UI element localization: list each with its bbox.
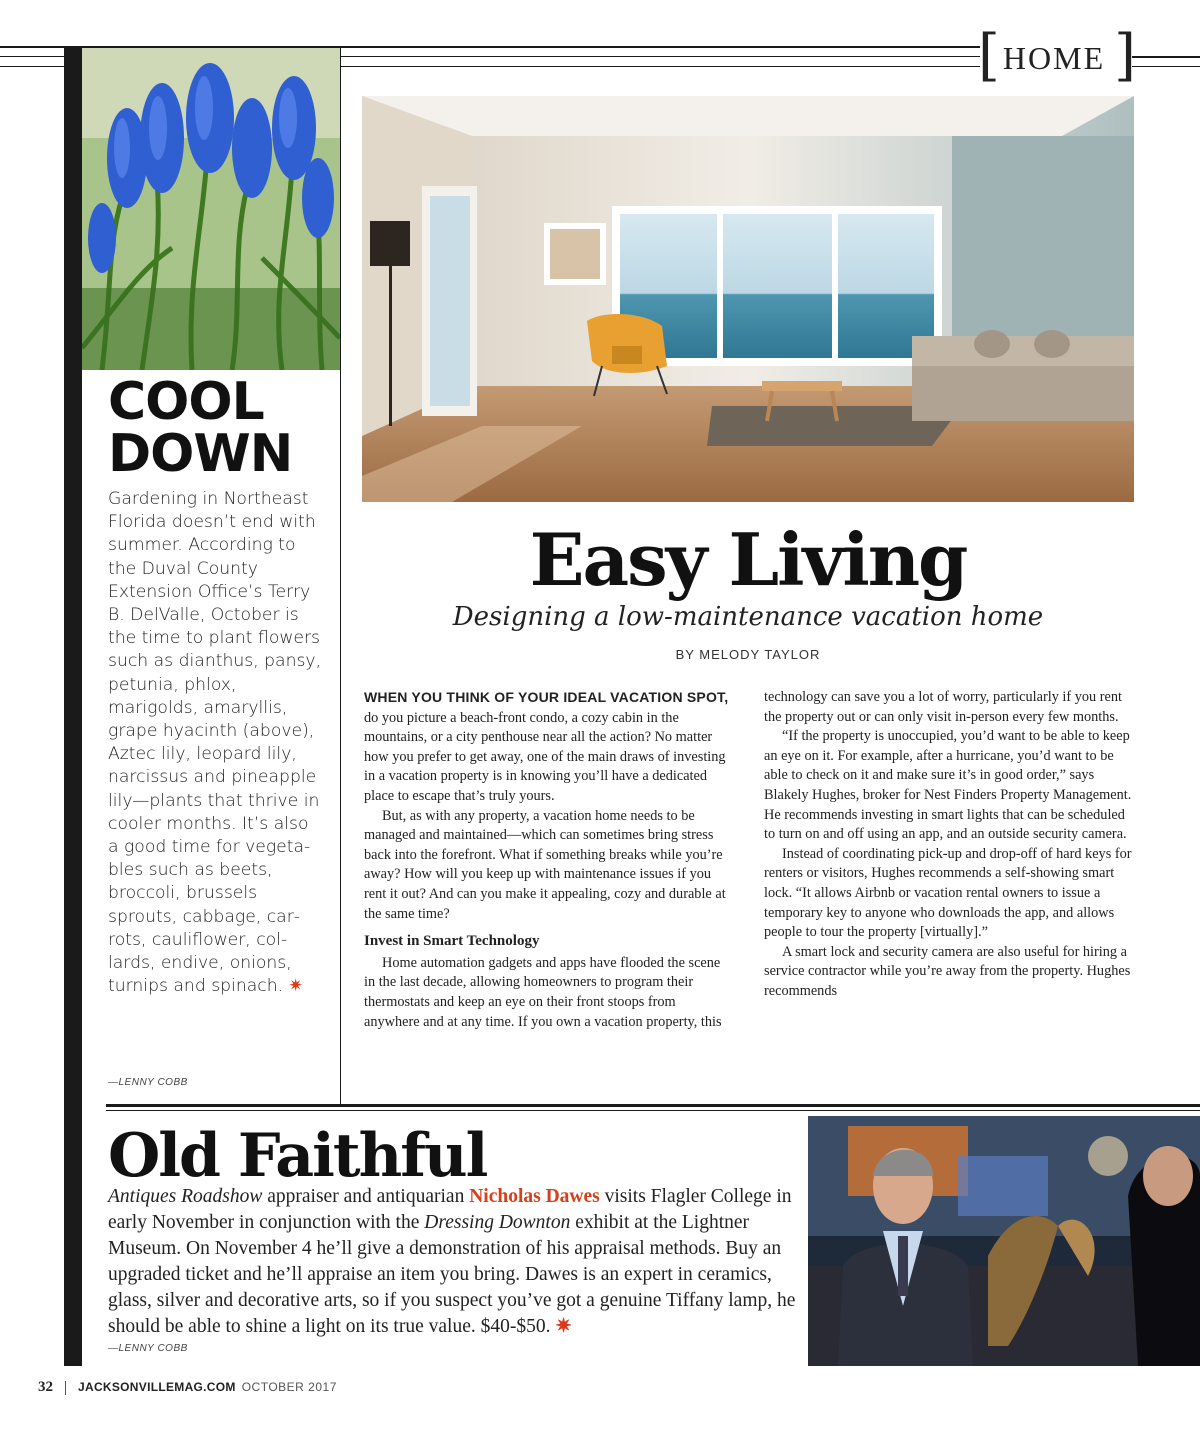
living-room-photo <box>362 96 1134 502</box>
article-title: Easy Living <box>529 517 967 602</box>
lead-in: WHEN YOU THINK OF YOUR IDEAL VACATION SPOT, <box>364 689 729 705</box>
sidebar-credit: —LENNY COBB <box>108 1077 188 1088</box>
exhibit-name: Dressing Downton <box>424 1212 571 1233</box>
cool-down-title <box>108 372 338 484</box>
article-paragraph-1 <box>364 688 732 807</box>
article-byline: BY MELODY TAYLOR <box>675 647 821 662</box>
end-mark-icon: ✷ <box>288 976 303 997</box>
footer-site: JACKSONVILLEMAG.COM <box>78 1380 236 1394</box>
feature-credit: —LENNY COBB <box>108 1343 188 1354</box>
grape-hyacinth-photo <box>82 48 340 370</box>
article-paragraph-7: A smart lock and security camera are also useful for hiring a service contractor while you’re away from the property. Hughes recommends <box>764 943 1131 999</box>
section-divider-thin <box>106 1110 1200 1111</box>
article-paragraph-2: But, as with any property, a vacation home needs to be managed and maintained—which can sometimes bring stress back into the forefront. What if something breaks while you’re away? How will you keep up with maintenance issues if you rent it out? And can you make it appealing, cozy and durable at the same time? <box>364 807 726 922</box>
article-paragraph-6: Instead of coordinating pick-up and drop-off of hard keys for renters or visitors, Hughes recommends a self-showing smart lock. “It allows Airbnb or vacation rental owners to issue a temporary key to anyone who downloads the app, and allows people to tour the property [virtually].” <box>764 845 1132 941</box>
cool-down-body <box>108 488 323 998</box>
cool-down-title-line1: COOL <box>108 372 264 432</box>
column-divider <box>340 48 341 1105</box>
article-subhead: Invest in Smart Technology <box>364 933 540 950</box>
article-paragraph-3: Home automation gadgets and apps have flooded the scene in the last decade, allowing homeowners to program their thermostats and keep an eye on their front stoops from anywhere and at any time. If you own a vacation property, this <box>364 954 722 1030</box>
article-column-left <box>364 688 732 1032</box>
feature-text-3: exhibit at the Lightner Museum. On November 4 he’ll give a demonstration of his appraisal methods. Buy an upgraded ticket and he’ll appraise an item you bring. Dawes is an expert in ceramics, glass, silver and decorative arts, so if you suspect you’ve got a genuine Tiffany lamp, he should be able to shine a light on its true value. $40-$50. <box>108 1212 796 1337</box>
cool-down-title-line2: DOWN <box>108 424 293 484</box>
article-paragraph-5: “If the property is unoccupied, you’d want to be able to keep an eye on it. For example, after a hurricane, you’d want to be able to check on it and make sure it’s in good order,” says Blakely Hughes, broker for Nest Finders Property Management. He recommends investing in smart lights that can be scheduled to turn on and off using an app, and an outside security camera. <box>764 728 1132 843</box>
cool-down-text: Gardening in Northeast Florida doesn’t end with summer. According to the Duval County Extension Office’s Terry B. DelValle, October is the time to plant flowers such as dianthus, pansy, petunia, phlox, marigolds, amaryllis, grape hyacinth (above), Aztec lily, leopard lily, narcissus and pineapple lily—plants that thrive in cooler months. It’s also a good time for vegetables such as beets, broccoli, brussels sprouts, cabbage, carrots, cauliflower, collards, endive, onions, turnips and spinach. <box>108 489 322 997</box>
section-tag <box>978 23 1138 88</box>
bracket-left: [ <box>978 23 1000 88</box>
bracket-right: ] <box>1114 23 1136 88</box>
sidebar-black-bar <box>64 48 82 1366</box>
article-subtitle: Designing a low-maintenance vacation home <box>452 602 1044 632</box>
page-number: 32 <box>38 1379 53 1395</box>
show-name: Antiques Roadshow <box>108 1186 263 1207</box>
article-paragraph-4: technology can save you a lot of worry, particularly if you rent the property out or can only visit in-person every few months. <box>764 689 1122 725</box>
feature-title: Old Faithful <box>108 1121 487 1191</box>
end-mark-icon: ✷ <box>555 1316 572 1337</box>
article-column-right <box>764 688 1132 1002</box>
footer-date: OCTOBER 2017 <box>241 1380 337 1394</box>
top-rule-right <box>1132 56 1200 58</box>
page-footer <box>38 1377 337 1397</box>
article-p1-text: do you picture a beach-front condo, a cozy cabin in the mountains, or a city penthouse near all the action? No matter how you prefer to get away, one of the main draws of investing in a vacation property is in knowing you’ll have a dedicated place to escape that’s truly yours. <box>364 709 726 804</box>
section-divider-thick <box>106 1104 1200 1107</box>
feature-text-2: visits Flagler College in early November in conjunction with the <box>108 1186 792 1233</box>
appraiser-photo <box>808 1116 1200 1366</box>
footer-separator <box>65 1381 66 1395</box>
feature-text-1: appraiser and antiquarian <box>262 1186 470 1207</box>
section-label: HOME <box>1002 40 1106 76</box>
feature-body <box>108 1184 798 1340</box>
top-rule-right-2 <box>1132 66 1200 67</box>
appraiser-name: Nicholas Dawes <box>469 1186 600 1207</box>
